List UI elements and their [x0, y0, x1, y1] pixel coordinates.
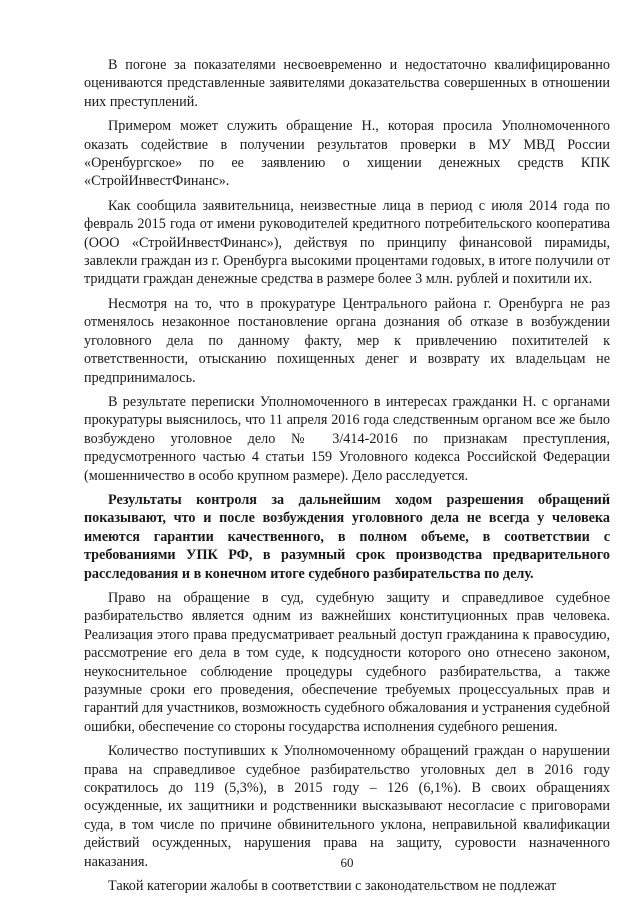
paragraph: Право на обращение в суд, судебную защиту и справедливое судебное разбирательство является одним из важнейших конституционных прав человека. Реализация этого права предусматривает реальный доступ гражданина к правосудию, рассмотрение его дела в том суде, к подсудности которого оно отнесено законом, неукоснительное соблюдение процедуры судебного разбирательства, а также разумные сроки его проведения, обеспечение требуемых процессуальных прав и гарантий для участников, возможность судебного обжалования и устранения судебной ошибки, обеспечение со стороны государства исполнения судебного решения.: [84, 589, 610, 735]
paragraph: Примером может служить обращение Н., которая просила Уполномоченного оказать содействие в получении результатов проверки в МУ МВД России «Оренбургское» по ее заявлению о хищении денежных средств КПК «СтройИнвестФинанс».: [84, 118, 610, 190]
paragraph: Количество поступивших к Уполномоченному обращений граждан о нарушении права на справедливое судебное разбирательство уголовных дел в 2016 году сократилось до 119 (5,3%), в 2015 году – 126 (6,1%). В своих обращениях осужденные, их защитники и родственники высказывают несогласие с приговорами суда, в том числе по причине обвинительного уклона, неправильной квалификации действий осужденных, нарушения права на защиту, суровости назначенного наказания.: [84, 743, 610, 870]
paragraph: Несмотря на то, что в прокуратуре Центрального района г. Оренбурга не раз отменялось незаконное постановление органа дознания об отказе в возбуждении уголовного дела по данному факту, мер к привлечению похитителей к ответственности, отысканию похищенных денег и возврату их владельцам не предпринималось.: [84, 295, 610, 386]
highlighted-paragraph: Результаты контроля за дальнейшим ходом разрешения обращений показывают, что и после возбуждения уголовного дела не всегда у человека имеются гарантии качественного, в полном объеме, в соответствии с требованиями УПК РФ, в разумный срок производства предварительного расследования и в конечном итоге судебного разбирательства по делу.: [84, 491, 610, 582]
page-number: 60: [340, 855, 354, 870]
paragraph: В погоне за показателями несвоевременно и недостаточно квалифицированно оцениваются представленные заявителями доказательства совершенных в отношении них преступлений.: [84, 57, 610, 110]
paragraph: В результате переписки Уполномоченного в интересах гражданки Н. с органами прокуратуры выяснилось, что 11 апреля 2016 года следственным органом все же было возбуждено уголовное дело № 3/414-2016 по признакам преступления, предусмотренного частью 4 статьи 159 Уголовного кодекса Российской Федерации (мошенничество в особо крупном размере). Дело расследуется.: [84, 393, 610, 484]
paragraph: Такой категории жалобы в соответствии с законодательством не подлежат: [108, 878, 557, 895]
paragraph: Как сообщила заявительница, неизвестные лица в период с июля 2014 года по февраль 2015 года от имени руководителей кредитного потребительского кооператива (ООО «СтройИнвестФинанс»), действуя по принципу финансовой пирамиды, завлекли граждан из г. Оренбурга высокими процентами годовых, в итоге получили от тридцати граждан денежные средства в размере более 3 млн. рублей и похитили их.: [84, 197, 610, 288]
